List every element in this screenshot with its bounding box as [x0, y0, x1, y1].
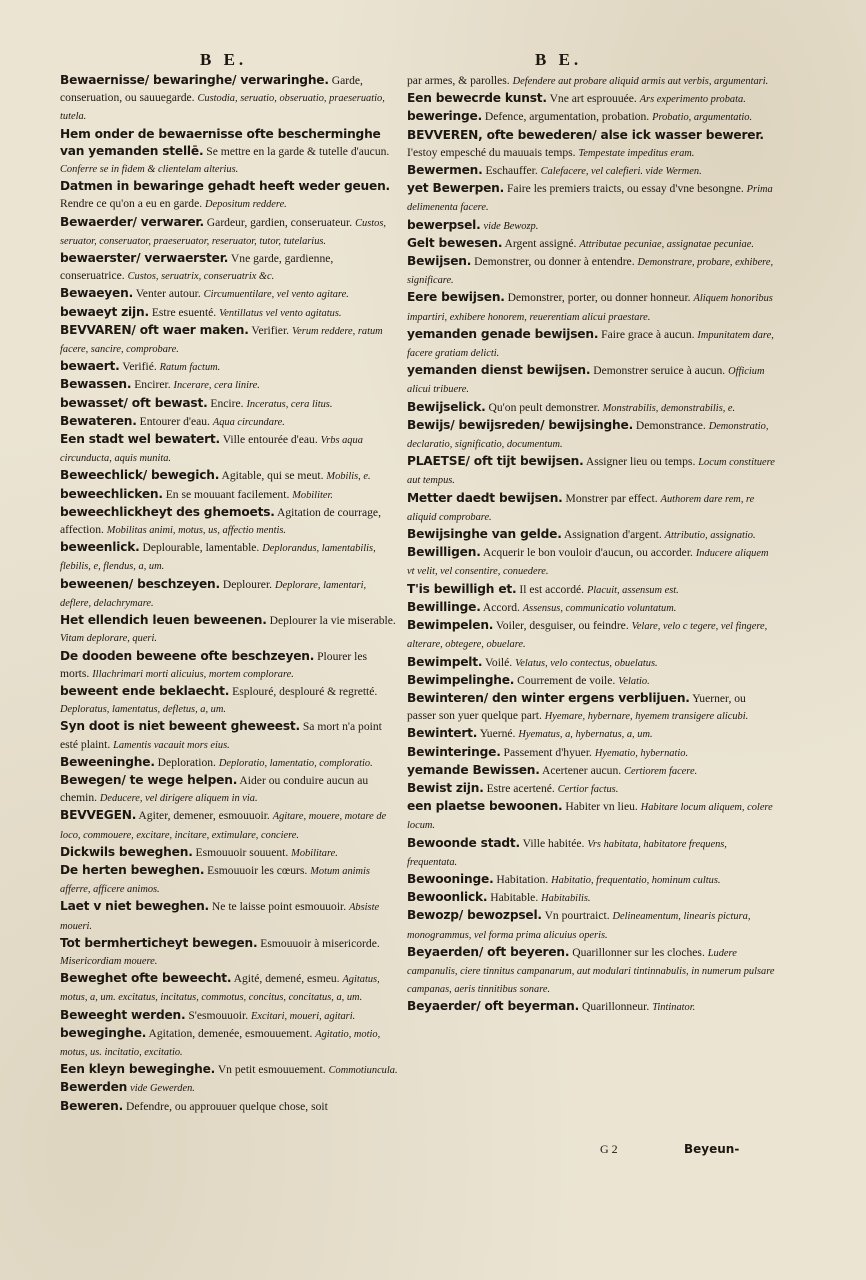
dictionary-entry	[407, 889, 777, 907]
dictionary-entry	[60, 395, 398, 413]
dictionary-entry	[407, 654, 777, 672]
entry-headword: yet Bewerpen.	[407, 181, 505, 196]
entry-latin: Habitatio, frequentatio, hominum cultus.	[551, 874, 721, 886]
entry-headword: yemanden dienst bewijsen.	[407, 363, 591, 378]
dictionary-entry	[60, 683, 398, 718]
entry-headword: Beweren.	[60, 1098, 124, 1113]
entry-french: Agitable, qui se meut.	[219, 469, 327, 483]
dictionary-entry	[407, 544, 777, 580]
entry-latin: Agitatus, motus, a, um. excitatus, incitatus, commotus, concitus, concitatus, a, um.	[60, 974, 380, 1004]
dictionary-entry	[60, 935, 398, 970]
entry-latin: Misericordiam mouere.	[60, 955, 158, 967]
left-column	[60, 72, 398, 1116]
dictionary-entry	[60, 376, 398, 394]
entry-headword: Een bewecrde kunst.	[407, 91, 547, 106]
dictionary-entry	[60, 754, 398, 772]
entry-french: I'estoy empesché du mauuais temps.	[407, 145, 579, 159]
entry-french: Ne te laisse point esmouuoir.	[209, 900, 350, 914]
dictionary-entry	[60, 504, 398, 539]
entry-latin: Mobilitas animi, motus, us, affectio mentis.	[106, 525, 287, 537]
entry-french: Gardeur, gardien, conseruateur.	[203, 215, 356, 229]
entry-french: Yuerné.	[477, 727, 519, 741]
dictionary-entry	[407, 108, 777, 126]
entry-french: Agitation de courrage, affection.	[60, 505, 381, 537]
entry-french: Ville habitée.	[519, 836, 588, 850]
entry-headword: yemande Bewissen.	[407, 762, 540, 777]
entry-latin: Tintinator.	[652, 1002, 696, 1014]
entry-headword: Bewijs/ bewijsreden/ bewijsinghe.	[407, 417, 634, 432]
dictionary-entry	[60, 648, 398, 683]
entry-french: Agitation, demenée, esmouuement.	[146, 1026, 316, 1040]
entry-latin: Inducere aliquem vt velit, vel consentire, conuedere.	[407, 548, 769, 578]
entry-french: Deploration.	[154, 755, 219, 769]
entry-latin: Impunitatem dare, facere gratiam delicti.	[407, 329, 774, 360]
entry-french: Assignation d'argent.	[561, 528, 665, 542]
entry-headword: bewerpsel.	[407, 217, 481, 232]
entry-french: Deplourer la vie miserable.	[266, 614, 396, 628]
entry-french: Se mettre en la garde & tutelle d'aucun.	[203, 144, 390, 158]
entry-french: Eschauffer.	[482, 164, 541, 178]
dictionary-entry	[407, 780, 777, 798]
entry-latin: Motum animis afferre, afficere animos.	[60, 865, 370, 896]
entry-latin: Vitam deplorare, queri.	[60, 633, 157, 645]
entry-french: Sa mort n'a point esté plaint.	[60, 720, 382, 751]
entry-french: Assigner lieu ou temps.	[583, 455, 699, 469]
entry-french: Defendre, ou approuuer quelque chose, soit	[123, 1099, 328, 1113]
entry-french: Yuerner, ou passer son yuer quelque part.	[407, 691, 746, 723]
entry-headword: beweenen/ beschzeyen.	[60, 576, 220, 591]
entry-latin: Illachrimari morti alicuius, mortem complorare.	[92, 668, 294, 680]
entry-latin: Hyematio, hybernatio.	[594, 747, 689, 759]
entry-latin: Custos, seruatrix, conseruatrix &c.	[127, 271, 275, 283]
dictionary-entry	[60, 612, 398, 647]
entry-headword: bewaert.	[60, 359, 120, 374]
entry-headword: beweringe.	[407, 109, 482, 124]
dictionary-entry	[60, 72, 398, 126]
entry-latin: Placuit, assensum est.	[586, 584, 679, 596]
entry-latin: Defendere aut probare aliquid armis aut verbis, argumentari.	[512, 76, 769, 87]
entry-latin: Velare, velo c tegere, vel fingere, alterare, obtegere, obuelare.	[407, 621, 768, 651]
dictionary-entry	[60, 126, 398, 179]
entry-latin: Deducere, vel dirigere aliquem in via.	[99, 793, 258, 805]
dictionary-entry	[407, 744, 777, 762]
entry-latin: Aliquem honoribus impartiri, exhibere honorem, reuerentiam alicui praestare.	[407, 293, 773, 323]
dictionary-entry	[60, 431, 398, 467]
dictionary-entry	[407, 871, 777, 889]
entry-headword: Bewooninge.	[407, 871, 494, 886]
entry-headword: beweent ende beklaecht.	[60, 683, 230, 698]
entry-headword: Bewimpelen.	[407, 618, 494, 633]
entry-headword: Bewerden	[60, 1080, 128, 1095]
entry-french: Acertener aucun.	[539, 763, 625, 777]
entry-french: par armes, & parolles.	[407, 74, 513, 87]
entry-headword: Een kleyn beweginghe.	[60, 1062, 216, 1077]
entry-headword: Eere bewijsen.	[407, 290, 505, 305]
entry-latin: Demonstratio, declaratio, significatio, documentum.	[407, 420, 769, 451]
entry-headword: Datmen in bewaringe gehadt heeft weder geuen.	[60, 179, 390, 194]
dictionary-entry	[407, 253, 777, 289]
dictionary-entry	[407, 180, 777, 216]
entry-french: Demonstrer, ou donner à entendre.	[471, 255, 638, 269]
entry-headword: Bewijselick.	[407, 399, 486, 414]
entry-french: Demonstrer, porter, ou donner honneur.	[504, 291, 694, 305]
entry-french: Encire.	[207, 396, 247, 410]
entry-headword: Bewaerder/ verwarer.	[60, 214, 204, 229]
dictionary-entry	[407, 326, 777, 362]
entry-headword: Bewermen.	[407, 163, 483, 178]
dictionary-entry	[60, 486, 398, 504]
entry-french: En se mouuant facilement.	[162, 487, 293, 501]
entry-headword: Laet v niet beweghen.	[60, 899, 209, 914]
entry-french: Voiler, desguiser, ou feindre.	[493, 619, 632, 633]
entry-french: Aider ou conduire aucun au chemin.	[60, 773, 369, 805]
entry-latin: Probatio, argumentatio.	[652, 112, 753, 124]
entry-headword: Bewozp/ bewozpsel.	[407, 908, 542, 923]
entry-latin: Verum reddere, ratum facere, sancire, comprobare.	[60, 325, 383, 356]
entry-headword: beweginghe.	[60, 1025, 147, 1040]
dictionary-entry	[60, 970, 398, 1006]
entry-headword: Bewijsen.	[407, 254, 472, 269]
entry-latin: Officium alicui tribuere.	[407, 366, 765, 396]
dictionary-entry	[60, 1098, 398, 1116]
entry-latin: Depositum reddere.	[205, 199, 287, 211]
entry-headword: Bewijsinghe van gelde.	[407, 527, 562, 542]
entry-french: Estre esuenté.	[148, 305, 220, 319]
entry-latin: Custos, seruator, conseruator, praeseruator, reseruator, tutor, tutelarius.	[60, 217, 386, 247]
entry-latin: Agitatio, motio, motus, us. incitatio, excitatio.	[60, 1028, 381, 1058]
catchword: Beyeun-	[684, 1142, 740, 1156]
entry-headword: Syn doot is niet beweent gheweest.	[60, 719, 300, 734]
entry-headword: yemanden genade bewijsen.	[407, 326, 599, 341]
entry-headword: BEVVAREN/ oft waer maken.	[60, 322, 249, 337]
entry-headword: PLAETSE/ oft tijt bewijsen.	[407, 454, 584, 469]
entry-french: Agité, demené, esmeu.	[231, 972, 343, 986]
entry-french: Habitation.	[493, 872, 552, 886]
entry-french: Deplourer.	[219, 577, 275, 591]
entry-latin: Assensus, communicatio voluntatum.	[522, 602, 677, 614]
entry-french: Vne art esprouuée.	[546, 92, 640, 106]
dictionary-entry	[407, 399, 777, 417]
entry-headword: De dooden beweene ofte beschzeyen.	[60, 648, 315, 663]
dictionary-entry	[407, 72, 777, 90]
entry-headword: Dickwils beweghen.	[60, 844, 193, 859]
entry-headword: Bewimpelt.	[407, 654, 483, 669]
dictionary-entry	[60, 1025, 398, 1061]
dictionary-entry	[407, 762, 777, 780]
entry-latin: Monstrabilis, demonstrabilis, e.	[602, 402, 736, 414]
dictionary-entry	[407, 526, 777, 544]
dictionary-entry	[407, 417, 777, 453]
dictionary-entry	[407, 599, 777, 617]
entry-french: Vne garde, gardienne, conseruatrice.	[60, 252, 334, 283]
entry-latin: Custodia, seruatio, obseruatio, praeseruatio, tutela.	[60, 93, 385, 123]
entry-headword: Bewassen.	[60, 377, 132, 392]
dictionary-entry	[407, 127, 777, 162]
entry-french: Defence, argumentation, probation.	[482, 110, 653, 124]
entry-headword: Bewimpelinghe.	[407, 672, 515, 687]
entry-headword: Bewoonde stadt.	[407, 835, 520, 850]
entry-french: Courrement de voile.	[514, 673, 619, 687]
entry-french: Qu'on peult demonstrer.	[485, 400, 603, 414]
entry-french: Habiter vn lieu.	[562, 800, 641, 814]
dictionary-entry	[60, 844, 398, 862]
entry-latin: Lamentis vacauit mors eius.	[113, 739, 230, 751]
dictionary-entry	[407, 90, 777, 108]
entry-french: Passement d'hyuer.	[500, 745, 595, 759]
entry-latin: Velatio.	[618, 675, 650, 687]
dictionary-entry	[60, 413, 398, 431]
entry-headword: Gelt bewesen.	[407, 235, 503, 250]
entry-headword: Beweechlick/ bewegich.	[60, 468, 220, 483]
entry-headword: Tot bermherticheyt bewegen.	[60, 935, 258, 950]
entry-latin: vide Gewerden.	[130, 1083, 195, 1095]
entry-headword: Een stadt wel bewatert.	[60, 432, 220, 447]
dictionary-entry	[60, 250, 398, 285]
dictionary-entry	[60, 1007, 398, 1025]
entry-latin: Tempestate impeditus eram.	[578, 147, 695, 159]
entry-headword: Bewilligen.	[407, 545, 481, 560]
entry-latin: Velatus, velo contectus, obuelatus.	[515, 657, 658, 669]
entry-french: Verifier.	[248, 323, 292, 337]
entry-french: Quarillonneur.	[579, 1000, 653, 1014]
entry-latin: Hyemare, hybernare, hyemem transigere alicubi.	[544, 711, 749, 723]
entry-headword: een plaetse bewoonen.	[407, 799, 563, 814]
entry-latin: Ludere campanulis, ciere tinnitus campanarum, aut modulari tintinnabulis, in numerum pulsare campanas, aeris tinnitibus sonare.	[407, 947, 775, 996]
entry-latin: Vrbs aqua circunducta, aquis munita.	[60, 435, 363, 465]
dictionary-entry	[60, 178, 398, 213]
dictionary-entry	[407, 725, 777, 743]
entry-headword: bewasset/ oft bewast.	[60, 395, 208, 410]
entry-latin: Incerare, cera linire.	[173, 380, 260, 392]
dictionary-entry	[407, 617, 777, 653]
entry-latin: Circumuentilare, vel vento agitare.	[203, 289, 349, 301]
entry-latin: Calefacere, vel calefieri. vide Wermen.	[540, 166, 702, 178]
entry-latin: Locum constituere aut tempus.	[407, 457, 775, 487]
dictionary-entry	[407, 289, 777, 325]
entry-french: Demonstrance.	[633, 418, 709, 432]
entry-headword: Bewist zijn.	[407, 780, 484, 795]
dictionary-entry	[60, 576, 398, 612]
entry-headword: Bewoonlick.	[407, 890, 488, 905]
entry-latin: Certiorem facere.	[624, 765, 698, 777]
entry-headword: Bewaeyen.	[60, 286, 134, 301]
entry-latin: Hyematus, a, hybernatus, a, um.	[518, 729, 653, 741]
entry-latin: Certior factus.	[557, 783, 619, 795]
entry-headword: De herten beweghen.	[60, 862, 205, 877]
entry-french: Habitable.	[487, 891, 542, 905]
entry-headword: Bewaernisse/ bewaringhe/ verwaringhe.	[60, 73, 329, 87]
signature-mark: G 2	[600, 1142, 618, 1156]
dictionary-entry	[60, 358, 398, 376]
entry-latin: Prima delimenenta facere.	[407, 184, 773, 214]
dictionary-entry	[407, 998, 777, 1016]
entry-headword: Beweeght werden.	[60, 1007, 186, 1022]
dictionary-entry	[60, 1079, 398, 1097]
dictionary-entry	[60, 467, 398, 485]
entry-french: Plourer les morts.	[60, 649, 368, 680]
dictionary-entry	[60, 862, 398, 898]
entry-headword: Beyaerder/ oft beyerman.	[407, 999, 580, 1014]
dictionary-entry	[60, 807, 398, 843]
entry-latin: Mobiliter.	[292, 489, 333, 501]
entry-french: Rendre ce qu'on a eu en garde.	[60, 197, 206, 211]
entry-headword: Het ellendich leuen beweenen.	[60, 613, 267, 628]
dictionary-entry	[407, 944, 777, 999]
entry-latin: Agitare, mouere, motare de loco, commouere, excitare, incitare, extimulare, conciere.	[60, 811, 387, 841]
dictionary-entry	[60, 898, 398, 934]
entry-latin: Deploratio, lamentatio, comploratio.	[218, 757, 373, 769]
entry-headword: Beyaerden/ oft beyeren.	[407, 944, 570, 959]
entry-french: Accord.	[480, 600, 523, 614]
entry-latin: Authorem dare rem, re aliquid comprobare.	[407, 493, 755, 523]
entry-headword: Hem onder de bewaernisse ofte bescherminghe van yemanden stellē.	[60, 126, 381, 158]
entry-french: Esmouuoir à misericorde.	[257, 936, 380, 950]
entry-latin: Attributae pecuniae, assignatae pecuniae.	[579, 238, 754, 250]
entry-french: Faire les premiers traicts, ou essay d'vne besongne.	[504, 182, 747, 196]
dictionary-entry	[407, 907, 777, 943]
entry-french: Ville entourée d'eau.	[220, 433, 321, 447]
entry-french: Estre acertené.	[483, 781, 558, 795]
entry-french: Vn petit esmouuement.	[215, 1063, 329, 1077]
dictionary-entry	[60, 285, 398, 303]
dictionary-entry	[60, 539, 398, 575]
entry-latin: vide Bewozp.	[483, 220, 539, 232]
entry-latin: Ars experimento probata.	[639, 94, 746, 106]
entry-latin: Vrs habitata, habitatore frequens, frequentata.	[407, 838, 727, 868]
entry-latin: Mobilis, e.	[326, 471, 371, 483]
entry-headword: beweechlickheyt des ghemoets.	[60, 504, 275, 519]
dictionary-entry	[407, 162, 777, 180]
running-head-right: B E.	[535, 50, 583, 69]
dictionary-entry	[60, 772, 398, 807]
entry-headword: Metter daedt bewijsen.	[407, 490, 563, 505]
entry-latin: Delineamentum, linearis pictura, monogrammus, vel forma prima alicuius operis.	[407, 911, 751, 941]
entry-latin: Absiste moueri.	[60, 902, 380, 932]
dictionary-entry	[60, 214, 398, 250]
entry-french: Encirer.	[131, 378, 174, 392]
entry-headword: Bewateren.	[60, 413, 137, 428]
entry-french: Garde, conseruation, ou sauuegarde.	[60, 74, 363, 105]
entry-french: Verifié.	[119, 360, 160, 374]
entry-headword: Beweghet ofte beweecht.	[60, 971, 232, 986]
dictionary-entry	[60, 1061, 398, 1079]
entry-french: Voilé.	[482, 655, 516, 669]
dictionary-entry	[407, 235, 777, 253]
entry-headword: Bewinteringe.	[407, 744, 501, 759]
entry-french: Vn pourtraict.	[541, 909, 613, 923]
entry-headword: bewaeyt zijn.	[60, 304, 149, 319]
dictionary-entry	[60, 718, 398, 753]
entry-headword: Bewinteren/ den winter ergens verblijuen.	[407, 690, 690, 705]
entry-latin: Ventillatus vel vento agitatus.	[219, 307, 342, 319]
entry-french: Monstrer par effect.	[562, 491, 661, 505]
entry-latin: Mobilitare.	[291, 847, 338, 859]
entry-headword: beweenlick.	[60, 540, 140, 555]
entry-french: Quarillonner sur les cloches.	[569, 945, 708, 959]
entry-french: Acquerir le bon vouloir d'aucun, ou accorder.	[480, 546, 696, 560]
dictionary-entry	[407, 835, 777, 871]
right-column	[407, 72, 777, 1017]
dictionary-entry	[407, 690, 777, 725]
entry-latin: Ratum factum.	[159, 362, 221, 374]
entry-latin: Habitare locum aliquem, colere locum.	[407, 802, 773, 832]
entry-french: Esmouuoir souuent.	[192, 845, 292, 859]
dictionary-entry	[407, 798, 777, 834]
running-head-left: B E.	[200, 50, 248, 69]
entry-latin: Deploratus, lamentatus, defletus, a, um.	[60, 704, 226, 716]
entry-french: Deplourable, lamentable.	[139, 541, 263, 555]
dictionary-entry	[60, 322, 398, 358]
entry-french: Demonstrer seruice à aucun.	[590, 364, 729, 378]
entry-headword: T'is bewilligh et.	[407, 581, 517, 596]
dictionary-entry	[407, 490, 777, 526]
entry-french: Esplouré, desplouré & regretté.	[229, 684, 378, 698]
entry-french: Faire grace à aucun.	[598, 327, 698, 341]
entry-headword: bewaerster/ verwaerster.	[60, 251, 229, 266]
entry-latin: Demonstrare, probare, exhibere, significare.	[407, 257, 774, 287]
entry-headword: Beweeninghe.	[60, 754, 155, 769]
entry-latin: Habitabilis.	[541, 893, 591, 905]
entry-latin: Aqua circundare.	[212, 416, 285, 428]
entry-latin: Commotiuncula.	[328, 1065, 398, 1077]
entry-latin: Inceratus, cera litus.	[246, 398, 333, 410]
dictionary-entry	[407, 581, 777, 599]
entry-french: Esmouuoir les cœurs.	[204, 863, 311, 877]
entry-headword: Bewintert.	[407, 726, 478, 741]
entry-latin: Conferre se in fidem & clientelam alterius.	[60, 164, 239, 176]
entry-french: Agiter, demener, esmouuoir.	[136, 809, 273, 823]
dictionary-entry	[407, 672, 777, 690]
entry-french: S'esmouuoir.	[185, 1008, 251, 1022]
dictionary-entry	[407, 362, 777, 398]
entry-headword: BEVVEREN, ofte bewederen/ alse ick wasser bewerer.	[407, 127, 764, 142]
entry-french: Entourer d'eau.	[136, 414, 213, 428]
entry-latin: Deplorare, lamentari, deflere, delachrymare.	[60, 579, 367, 609]
dictionary-entry	[60, 304, 398, 322]
dictionary-entry	[407, 217, 777, 235]
entry-headword: beweechlicken.	[60, 486, 163, 501]
entry-latin: Deplorandus, lamentabilis, flebilis, e, flendus, a, um.	[60, 543, 376, 573]
entry-headword: Bewegen/ te wege helpen.	[60, 772, 238, 787]
entry-french: Il est accordé.	[516, 582, 587, 596]
entry-latin: Excitari, moueri, agitari.	[251, 1010, 356, 1022]
entry-headword: BEVVEGEN.	[60, 808, 137, 823]
entry-french: Argent assigné.	[502, 236, 580, 250]
entry-french: Venter autour.	[133, 287, 204, 301]
dictionary-entry	[407, 453, 777, 489]
entry-latin: Attributio, assignatio.	[664, 530, 756, 542]
entry-headword: Bewillinge.	[407, 599, 481, 614]
